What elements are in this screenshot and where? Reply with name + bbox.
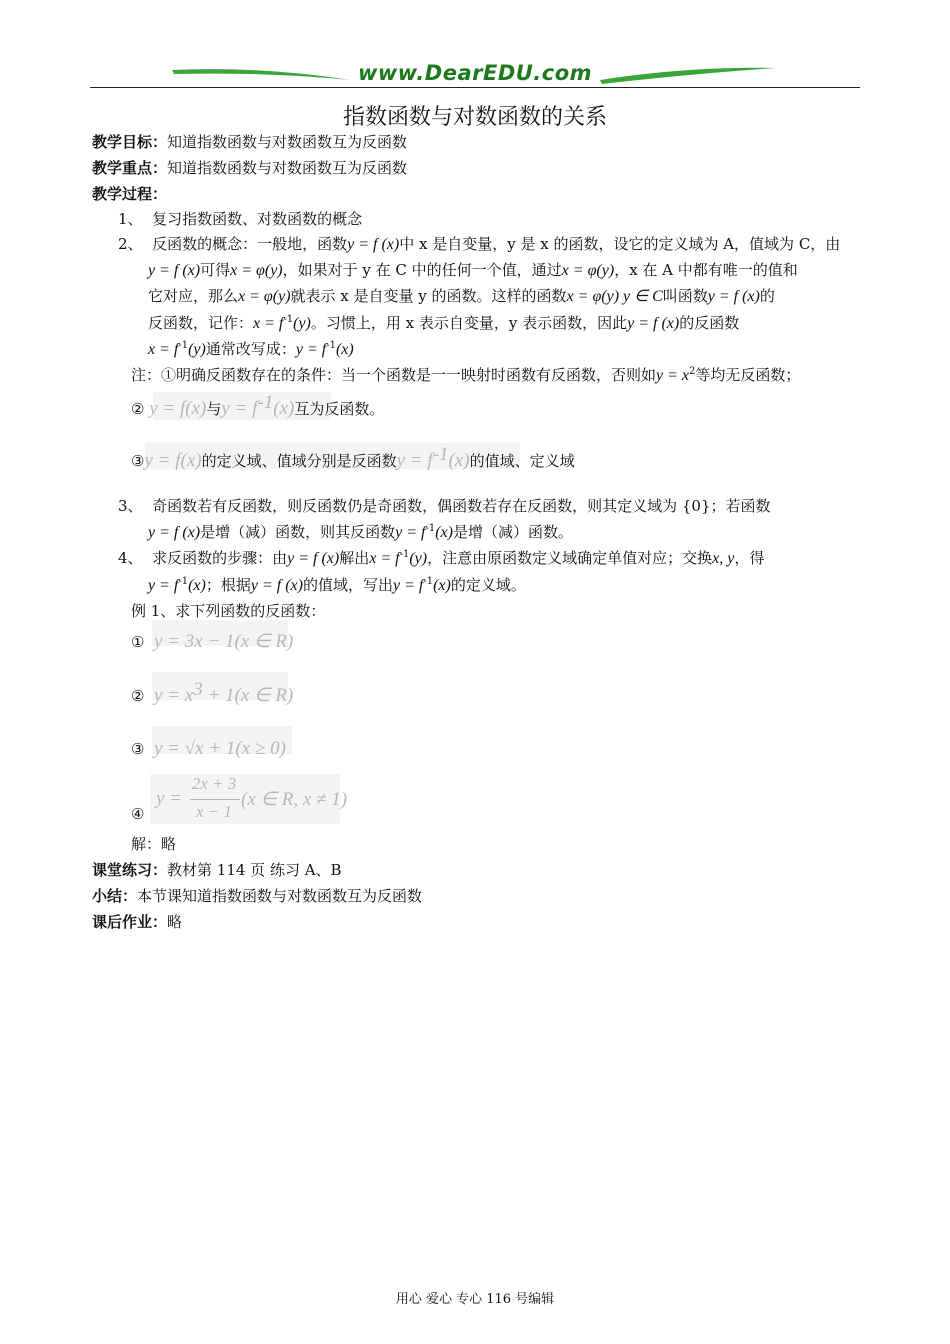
item-3-num: 3、 [118,497,143,515]
item-2-line-1 [118,233,840,254]
summary-label: 小结： [92,887,138,905]
homework-label: 课后作业： [92,913,168,931]
text: 反函数的概念：一般地，函数 [152,235,348,253]
superscript: -1 [178,340,189,351]
keypoint-label: 教学重点： [92,159,168,177]
item-1-text: 复习指数函数、对数函数的概念 [152,210,363,228]
objective-label: 教学目标： [92,133,168,151]
math: y = f [148,577,179,594]
item-2-num: 2、 [118,235,143,253]
circled-number: ② [131,687,145,705]
example-item-4-condition: (x ∈ R, x ≠ 1) [241,789,348,810]
page-title: 指数函数与对数函数的关系 [342,105,607,130]
circled-number: ② [131,400,145,418]
text: 可得 [200,261,231,279]
example-item-4-lhs: y = [156,788,183,809]
objective-line [92,131,407,152]
keypoint-text: 知道指数函数与对数函数互为反函数 [167,159,408,177]
site-name[interactable]: www.DearEDU.com [357,61,593,85]
text: 等均无反函数； [695,366,801,384]
keypoint-line [92,157,407,178]
formula-image: y = f(x) [149,398,207,419]
math: y = f (x) [627,315,680,332]
math: (x) [188,577,206,594]
item-1-num: 1、 [118,210,143,228]
site-logo [170,60,780,90]
practice-text: 教材第 114 页 练习 A、B [167,861,342,879]
math: (y) [188,341,206,358]
superscript: -1 [326,340,336,351]
text: 。习惯上，用 x 表示自变量，y 表示函数，因此 [310,314,628,332]
example-item-2 [131,679,294,707]
math: x = f [148,341,179,358]
math: y = f (x) [347,236,400,253]
superscript: -1 [283,314,294,325]
text: 求反函数的步骤：由 [152,549,288,567]
item-2-line-5 [148,338,354,359]
text: ，得 [734,549,765,567]
item-2-line-3 [148,285,775,306]
superscript: -1 [423,576,434,587]
note-1 [131,364,800,385]
text: 的定义域。 [450,576,526,594]
math: (x) [433,577,451,594]
formula-image: y = f [221,398,258,419]
example-item-4-denominator: x − 1 [195,802,233,821]
formula-image: y = f [396,450,433,471]
text: 的反函数 [679,314,740,332]
text: ，如果对于 y 在 C 中的任何一个值，通过 [282,261,562,279]
process-label: 教学过程： [92,185,168,203]
formula-image: y = x [154,685,194,706]
formula-image: y = 3x − 1(x ∈ R) [154,631,294,652]
math: y = f (x) [707,288,760,305]
item-4-line-2 [148,574,526,595]
text: 的 [759,287,775,305]
math: x, y [712,550,735,567]
formula-image: + 1(x ∈ R) [202,685,294,706]
superscript: -1 [178,576,189,587]
text: 奇函数若有反函数，则反函数仍是奇函数，偶函数若存在反函数，则其定义域为 {0}；若函数 [152,497,771,515]
example-item-4-num: ④ [131,805,145,823]
math: x = φ(y) [230,262,283,279]
item-1 [118,208,362,229]
example-item-3 [131,738,286,760]
math: x = f [369,550,400,567]
superscript: 3 [193,679,203,700]
text: ；根据 [205,576,251,594]
example-item-4-numerator: 2x + 3 [191,774,237,793]
formula-image: y = √x + 1(x ≥ 0) [154,738,286,759]
math: y = f (x) [148,262,201,279]
summary-text: 本节课知道指数函数与对数函数互为反函数 [137,887,423,905]
text: 注：①明确反函数存在的条件：当一个函数是一一映射时函数有反函数，否则如 [131,366,657,384]
math: (y) [409,550,428,567]
practice-line [92,859,342,880]
homework-text: 略 [167,913,183,931]
note-3 [131,444,575,472]
objective-text: 知道指数函数与对数函数互为反函数 [167,133,408,151]
header-rule [90,87,860,88]
math: y = f [295,341,327,358]
formula-image: (x) [273,398,295,419]
text: 它对应，那么 [148,287,239,305]
math: (x) [335,341,354,358]
item-4-num: 4、 [118,549,143,567]
superscript: -1 [432,444,449,465]
text: 中 x 是自变量，y 是 x 的函数，设它的定义域为 A，值域为 C，由 [399,235,841,253]
text: 通常改写成： [205,340,296,358]
item-2-line-4 [148,312,739,333]
item-2-line-2 [148,259,798,280]
practice-label: 课堂练习： [92,861,168,879]
math: x = φ(y) [561,262,615,279]
superscript: -1 [425,523,436,534]
math: (x) [435,524,453,541]
text: 的定义域、值域分别是反函数 [201,452,397,470]
text: 是增（减）函数。 [452,523,573,541]
solution: 解：略 [131,835,177,853]
example-title: 例 1、求下列函数的反函数： [131,602,326,620]
text: 的值域、定义域 [469,452,575,470]
formula-image: y = f(x) [144,450,202,471]
math: x = φ(y) [238,288,291,305]
circled-number: ③ [131,740,145,758]
text: 互为反函数。 [294,400,385,418]
formula-image: (x) [448,450,470,471]
math: y = f (x) [287,550,340,567]
note-2 [131,392,385,420]
superscript: -1 [399,549,410,560]
page-footer: 用心 爱心 专心 116 号编辑 [395,1292,555,1307]
circled-number: ① [131,633,145,651]
item-3-line-1 [118,495,771,516]
item-3-line-2 [148,521,573,542]
math: (y) [293,315,311,332]
math: y = f (x) [250,577,303,594]
text: 与 [206,400,222,418]
text: 解出 [339,549,370,567]
homework-line [92,911,182,932]
superscript: 2 [689,366,696,377]
text: 的值域，写出 [302,576,393,594]
math: y = f [393,577,424,594]
math: y = f [395,524,426,541]
text: ，x 在 A 中都有唯一的值和 [614,261,798,279]
circled-number: ③ [131,452,145,470]
text: 是增（减）函数，则其反函数 [200,523,396,541]
item-4-line-1 [118,547,764,568]
text: 就表示 x 是自变量 y 的函数。这样的函数 [290,287,567,305]
math: y = x [656,367,690,384]
math: x = φ(y) y ∈ C [566,288,663,305]
summary-line [92,885,422,906]
math: x = f [253,315,284,332]
text: ，注意由原函数定义域确定单值对应；交换 [427,549,713,567]
text: 反函数，记作： [148,314,254,332]
example-item-1 [131,630,293,653]
fraction-bar [190,799,240,800]
superscript: -1 [257,392,274,413]
math: y = f (x) [148,524,201,541]
text: 叫函数 [662,287,708,305]
